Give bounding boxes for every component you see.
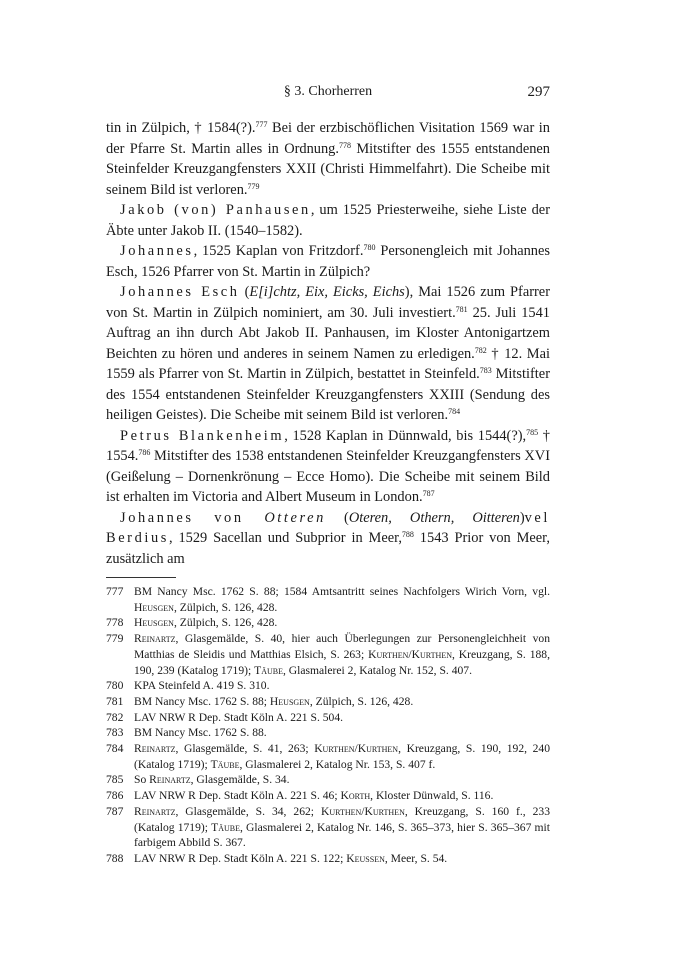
- footnote: [106, 710, 550, 726]
- author-name: Kurthen/Kurthen: [320, 804, 405, 818]
- footnote-ref[interactable]: 777: [255, 120, 268, 129]
- text: Personengleich mit Johannes Esch, 1526 Pfarrer von St. Martin in Zülpich?: [106, 243, 550, 280]
- footnote-text: LAV NRW R Dep. Stadt Köln A. 221 S. 46;: [134, 789, 341, 803]
- name-variants: E[i]chtz, Eix, Eicks, Eichs: [249, 284, 405, 300]
- footnote-ref[interactable]: 779: [247, 181, 260, 191]
- footnote-text: , Glasgemälde, S. 34, 262;: [175, 804, 321, 818]
- footnote-number: 778: [106, 616, 124, 630]
- text: (: [239, 284, 250, 300]
- footnote-ref[interactable]: 780: [363, 243, 376, 252]
- footnote-text: , Zülpich, S. 126, 428.: [309, 694, 414, 708]
- text: ), Mai 1526 zum Pfarrer von St. Martin in Zülpich nominiert, am 30. Juli investiert.: [106, 284, 550, 321]
- author-name: Reinartz: [134, 742, 176, 756]
- footnote: [106, 631, 550, 678]
- footnote-text: BM Nancy Msc. 1762 S. 88; 1584 Amtsantritt seines Nachfolgers Wirich Vorn, vgl.: [134, 585, 550, 598]
- footnote-text: , Glasmalerei 2, Katalog Nr. 153, S. 407 f.: [239, 757, 436, 771]
- author-name: Keussen: [346, 851, 385, 865]
- footnote-ref[interactable]: 783: [479, 366, 492, 375]
- text: , 1525 Kaplan von Fritzdorf.: [193, 243, 364, 259]
- footnote-text: LAV NRW R Dep. Stadt Köln A. 221 S. 122;: [134, 851, 347, 865]
- paragraph: [106, 118, 550, 200]
- paragraph: [106, 200, 550, 241]
- footnote-number: 787: [106, 804, 124, 818]
- text: Mitstifter des 1538 entstandenen Steinfelder Kreuzgangfensters XVI (Geißelung – Dornenkrönung – Ecce Homo). Die Scheibe mit seinem Bild ist erhalten im Victoria and Albert Museum in London.: [106, 448, 550, 505]
- main-text: [106, 118, 550, 569]
- footnote-divider: [106, 577, 176, 578]
- footnote-text: , Glasgemälde, S. 40, hier auch Überlegungen zur Personengleichheit von Matthias de Sleidis und Matthias Elsich, S. 263;: [134, 632, 550, 661]
- person-name: Jakob (von) Panhausen: [120, 202, 311, 218]
- paragraph: [106, 508, 550, 570]
- footnote-number: 777: [106, 585, 124, 598]
- author-name: Heusgen: [269, 694, 310, 708]
- footnote-number: 785: [106, 773, 124, 787]
- footnote-text: , Meer, S. 54.: [384, 851, 448, 865]
- author-name: Reinartz: [134, 632, 176, 646]
- text: 1543 Prior von Meer, zusätzlich am: [106, 530, 550, 567]
- text: , um 1525 Priesterweihe, siehe Liste der Äbte unter Jakob II. (1540–1582).: [106, 202, 550, 239]
- section-title: § 3. Chorherren: [283, 84, 373, 99]
- footnote-text: LAV NRW R Dep. Stadt Köln A. 221 S. 504.: [134, 710, 344, 724]
- author-name: Täube: [211, 820, 240, 834]
- paragraph: [106, 426, 550, 508]
- footnote: [106, 694, 550, 710]
- footnote: [106, 725, 550, 741]
- text: Bei der erzbischöflichen Visitation 1569 war in der Pfarre St. Martin alles in Ordnung.: [106, 120, 550, 157]
- footnote-text: , Zülpich, S. 126, 428.: [173, 616, 278, 630]
- footnote: [106, 678, 550, 694]
- person-name: Johannes Esch: [120, 284, 240, 300]
- text: † 12. Mai 1559 als Pfarrer von St. Martin in Zülpich, bestattet in Steinfeld.: [106, 345, 550, 382]
- author-name: Kurthen/Kurthen: [368, 647, 452, 661]
- person-name: Petrus Blankenheim: [120, 427, 285, 444]
- footnote-ref[interactable]: 785: [526, 427, 539, 437]
- footnote: [106, 804, 550, 851]
- footnote-number: 784: [106, 742, 124, 756]
- footnote-ref[interactable]: 784: [448, 407, 461, 416]
- footnote-text: BM Nancy Msc. 1762 S. 88;: [134, 694, 270, 708]
- author-name: Korth: [340, 789, 371, 803]
- footnote-text: So: [134, 773, 150, 787]
- footnote-text: , Kreuzgang, S. 160 f., 233 (Katalog 1719);: [134, 804, 550, 834]
- footnote-ref[interactable]: 778: [338, 140, 351, 150]
- author-name: Reinartz: [134, 804, 176, 818]
- footnote-text: BM Nancy Msc. 1762 S. 88.: [134, 726, 267, 740]
- footnote-number: 788: [106, 851, 124, 865]
- running-header: [106, 84, 550, 106]
- footnote-ref[interactable]: 787: [422, 489, 435, 498]
- footnote-text: , Kloster Dünwald, S. 116.: [370, 789, 494, 803]
- paragraph: [106, 241, 550, 282]
- footnote-text: , Glasmalerei 2, Katalog Nr. 146, S. 365–373, hier S. 365–367 mit farbigem Abbild S. 367.: [134, 820, 550, 850]
- author-name: Täube: [254, 663, 283, 677]
- author-name: Heusgen: [134, 616, 174, 630]
- person-name: Otteren: [264, 509, 326, 526]
- footnote: [106, 788, 550, 804]
- footnote-number: 782: [106, 710, 124, 724]
- footnote-text: KPA Steinfeld A. 419 S. 310.: [134, 679, 270, 693]
- text: , 1529 Sacellan und Subprior in Meer,: [168, 530, 402, 546]
- footnote-ref[interactable]: 788: [401, 530, 414, 539]
- text: 25. Juli 1541 Auftrag an ihn durch Abt Jakob II. Panhausen, im Kloster Antonigartzem Beichten zu hören und anderes in seinem Namen zu erledigen.: [106, 304, 550, 362]
- footnote-text: , Glasmalerei 2, Katalog Nr. 152, S. 407.: [282, 663, 472, 677]
- footnote-number: 783: [106, 726, 124, 740]
- footnote-ref[interactable]: 782: [474, 345, 487, 355]
- footnote-text: , Kreuzgang, S. 190, 192, 240 (Katalog 1719);: [134, 742, 550, 771]
- text: † 1554.: [106, 427, 551, 464]
- footnotes: [106, 584, 550, 867]
- page-number: 297: [527, 84, 550, 100]
- text: (: [325, 509, 349, 526]
- author-name: Kurthen/Kurthen: [314, 742, 399, 756]
- footnote-ref[interactable]: 786: [138, 448, 151, 457]
- text: Mitstifter des 1554 entstandenen Steinfelder Kreuzgangfensters XXIII (Sendung des heiligen Geistes). Die Scheibe mit seinem Bild ist verloren.: [106, 366, 550, 423]
- name-variants: Oteren, Othern, Oitteren: [348, 509, 520, 526]
- footnote-text: , Glasgemälde, S. 41, 263;: [175, 742, 315, 756]
- footnote-number: 786: [106, 789, 124, 803]
- person-name: Johannes von: [120, 509, 265, 526]
- author-name: Reinartz: [149, 773, 191, 787]
- footnote: [106, 741, 550, 772]
- author-name: Heusgen: [134, 600, 174, 614]
- author-name: Täube: [210, 757, 240, 771]
- paragraph: [106, 282, 550, 426]
- footnote: [106, 772, 550, 788]
- footnote-number: 781: [106, 694, 124, 708]
- footnote: [106, 615, 550, 631]
- footnote-text: , Kreuzgang, S. 188, 190, 239 (Katalog 1719);: [134, 647, 550, 677]
- person-name: vel Berdius: [106, 509, 550, 546]
- footnote: [106, 584, 550, 615]
- text: ): [519, 509, 525, 526]
- footnote-text: , Glasgemälde, S. 34.: [190, 773, 290, 787]
- text: , 1528 Kaplan in Dünnwald, bis 1544(?),: [284, 427, 527, 444]
- text: Mitstifter des 1555 entstandenen Steinfelder Kreuzgangfensters XXII (Christi Himmelfahrt). Die Scheibe mit seinem Bild ist verloren.: [106, 140, 550, 198]
- text: tin in Zülpich, † 1584(?).: [106, 120, 256, 136]
- footnote-text: , Zülpich, S. 126, 428.: [173, 600, 278, 614]
- book-page: [106, 84, 550, 867]
- footnote-ref[interactable]: 781: [455, 304, 468, 314]
- footnote: [106, 851, 550, 867]
- person-name: Johannes: [120, 243, 194, 259]
- footnote-number: 779: [106, 632, 124, 646]
- footnote-number: 780: [106, 679, 124, 693]
